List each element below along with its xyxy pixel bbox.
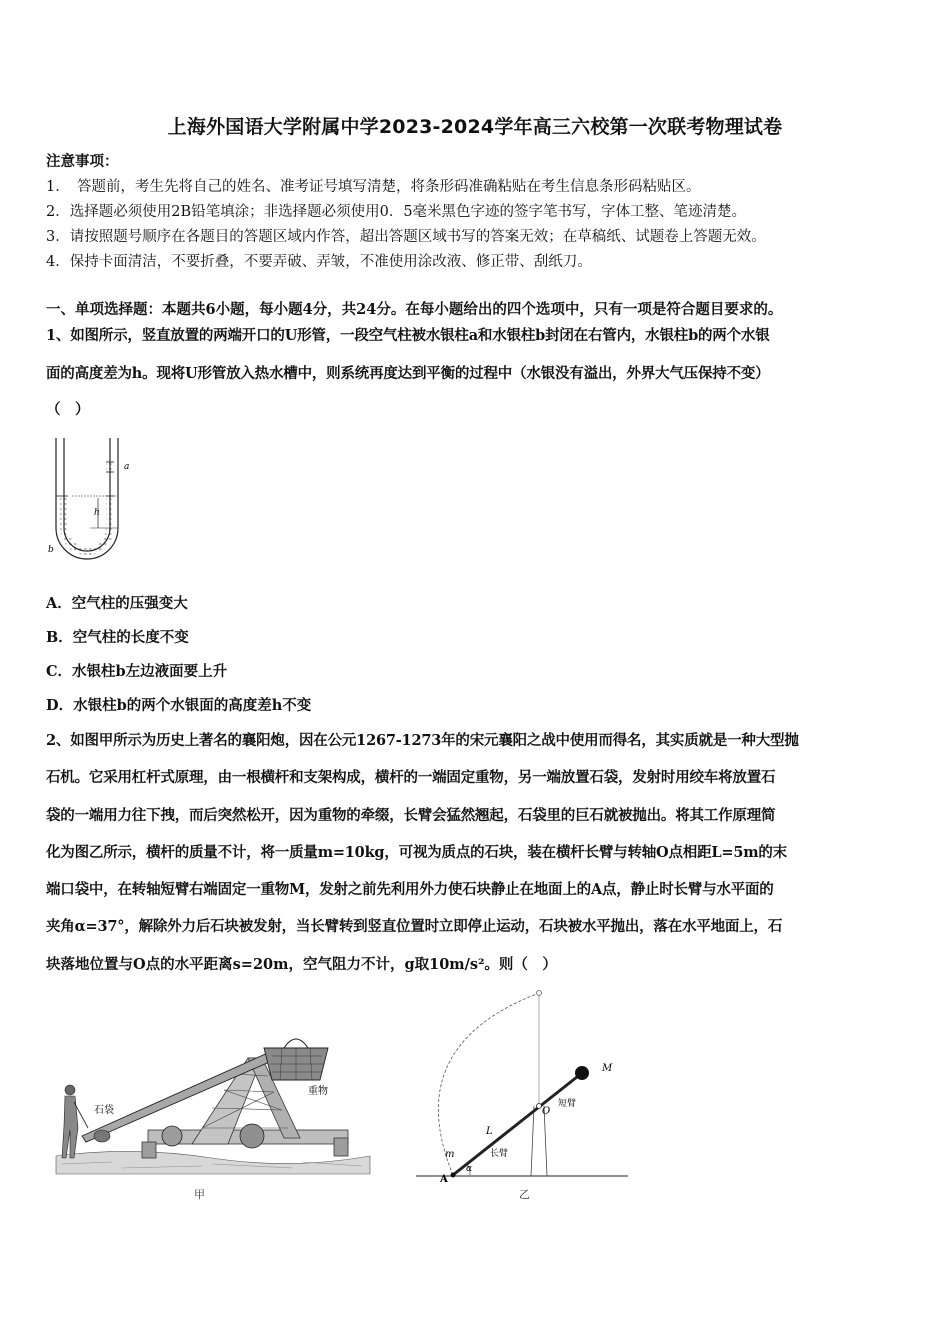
label-long-arm: 长臂 <box>490 1149 509 1159</box>
notice-heading: 注意事项： <box>46 153 119 170</box>
label-h: h <box>94 508 100 518</box>
label-short-arm: 短臂 <box>558 1099 577 1109</box>
notice-item-1: 1． 答题前，考生先将自己的姓名、准考证号填写清楚，将条形码准确粘贴在考生信息条形码粘贴区。 <box>46 179 701 195</box>
label-a: a <box>124 462 130 472</box>
notice-item-2: 2．选择题必须使用2B铅笔填涂；非选择题必须使用0．5毫米黑色字迹的签字笔书写，字体工整、笔迹清楚。 <box>46 204 747 220</box>
q1-line-1: 1、如图所示，竖直放置的两端开口的U形管，一段空气柱被水银柱a和水银柱b封闭在右管内，水银柱b的两个水银 <box>46 327 770 344</box>
q1-option-c[interactable]: C．水银柱b左边液面要上升 <box>46 663 228 680</box>
trebuchet-schematic <box>410 986 640 1182</box>
trebuchet-engraving <box>52 1018 372 1178</box>
mass-M <box>575 1066 589 1080</box>
notice-item-4: 4．保持卡面清洁，不要折叠，不要弄破、弄皱，不准使用涂改液、修正带、刮纸刀。 <box>46 254 592 270</box>
q2-line-4: 化为图乙所示，横杆的质量不计，将一质量m=10kg，可视为质点的石块，装在横杆长臂与转轴O点相距L=5m的末 <box>46 844 787 861</box>
label-L: L <box>486 1126 493 1137</box>
q2-line-5: 端口袋中，在转轴短臂右端固定一重物M，发射之前先利用外力使石块静止在地面上的A点，静止时长臂与水平面的 <box>46 881 774 898</box>
caption-jia: 甲 <box>194 1188 205 1201</box>
q1-option-a[interactable]: A．空气柱的压强变大 <box>46 595 188 612</box>
label-m: m <box>445 1149 455 1160</box>
section-heading: 一、单项选择题：本题共6小题，每小题4分，共24分。在每小题给出的四个选项中，只有一项是符合题目要求的。 <box>46 301 783 318</box>
page-title: 上海外国语大学附属中学2023-2024学年高三六校第一次联考物理试卷 <box>167 116 783 138</box>
q1-option-b[interactable]: B．空气柱的长度不变 <box>46 629 189 646</box>
q2-line-3: 袋的一端用力往下拽，而后突然松开，因为重物的牵缀，长臂会猛然翘起，石袋里的巨石就被抛出。将其工作原理简 <box>46 807 776 824</box>
label-stone-bag: 石袋 <box>94 1105 114 1116</box>
label-O: O <box>542 1106 551 1117</box>
u-tube-figure <box>44 432 144 570</box>
label-alpha: α <box>466 1164 473 1174</box>
q1-line-2: 面的高度差为h。现将U形管放入热水槽中，则系统再度达到平衡的过程中（水银没有溢出，外界大气压保持不变） <box>46 365 770 382</box>
label-weight: 重物 <box>308 1086 328 1097</box>
q1-option-d[interactable]: D．水银柱b的两个水银面的高度差h不变 <box>46 697 312 714</box>
mercury-b <box>60 496 114 555</box>
q2-line-2: 石机。它采用杠杆式原理，由一根横杆和支架构成，横杆的一端固定重物，另一端放置石袋，发射时用绞车将放置石 <box>46 769 776 786</box>
label-b: b <box>48 545 54 555</box>
caption-yi: 乙 <box>519 1188 530 1201</box>
q2-line-6: 夹角α=37°，解除外力后石块被发射，当长臂转到竖直位置时立即停止运动，石块被水平抛出，落在水平地面上，石 <box>46 918 783 935</box>
tube-inner <box>64 438 110 551</box>
q2-line-1: 2、如图甲所示为历史上著名的襄阳炮，因在公元1267-1273年的宋元襄阳之战中使用而得名，其实质就是一种大型抛 <box>46 732 799 749</box>
label-A: A <box>440 1174 448 1182</box>
q2-line-7: 块落地位置与O点的水平距离s=20m，空气阻力不计，g取10m/s²。则（ ） <box>46 956 557 973</box>
q1-line-3: （ ） <box>46 401 90 418</box>
notice-item-3: 3．请按照题号顺序在各题目的答题区域内作答，超出答题区域书写的答案无效；在草稿纸、试题卷上答题无效。 <box>46 229 766 245</box>
label-M: M <box>602 1063 613 1074</box>
